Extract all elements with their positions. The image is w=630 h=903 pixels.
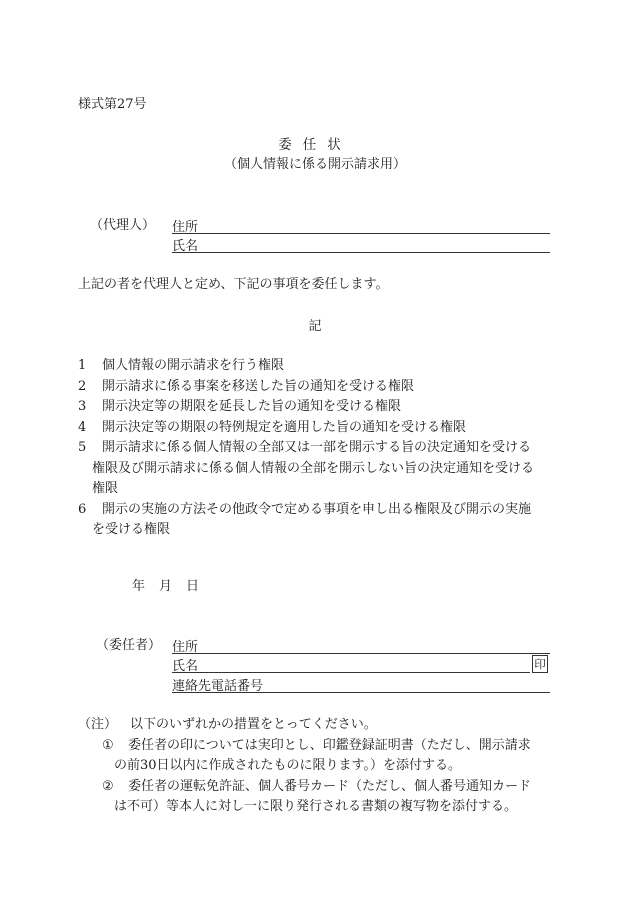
document-title: 委任状 [278, 137, 352, 153]
notes-header [78, 715, 558, 736]
note-item [78, 777, 558, 798]
list-item [78, 377, 558, 398]
date-month-label: 月 [159, 579, 173, 594]
list-item [78, 418, 558, 439]
agent-name-line [172, 235, 550, 253]
principal-phone-line [172, 675, 550, 693]
principal-phone-label: 連絡先電話番号 [172, 679, 264, 694]
note-text: は不可）等本人に対し一に限り発行される書類の複写物を添付する。 [114, 799, 518, 814]
notes-section [78, 715, 558, 818]
list-item [78, 397, 558, 418]
note-text: 委任者の印については実印とし、印鑑登録証明書（ただし、開示請求 [128, 737, 531, 753]
note-item [78, 736, 558, 757]
item-number: 1 [78, 358, 87, 373]
notes-lead: 以下のいずれかの措置をとってください。 [130, 717, 377, 732]
principal-label: （委任者） [96, 638, 162, 653]
notes-label: （注） [78, 717, 118, 732]
item-number: 2 [78, 378, 87, 394]
document-subtitle: （個人情報に係る開示請求用） [223, 157, 406, 172]
note-text: の前30日以内に作成されたものに限ります。）を添付する。 [114, 758, 462, 773]
principal-name-line [172, 655, 530, 673]
form-number: 様式第27号 [78, 97, 147, 112]
agent-name-label: 氏名 [172, 239, 199, 254]
principal-address-label: 住所 [172, 640, 199, 655]
agent-address-label: 住所 [172, 220, 199, 235]
item-number: 3 [78, 399, 87, 414]
list-item-continuation [78, 459, 558, 480]
item-number: 6 [78, 501, 87, 517]
item-number: 4 [78, 419, 87, 435]
seal-box: 印 [532, 655, 548, 673]
intro-text: 上記の者を代理人と定め、下記の事項を委任します。 [78, 277, 389, 292]
date-day-label: 日 [186, 579, 200, 594]
item-text: 開示決定等の期限を延長した旨の通知を受ける権限 [102, 399, 402, 414]
date-year-label: 年 [132, 579, 146, 594]
note-text: 委任者の運転免許証、個人番号カード（ただし、個人番号通知カード [128, 778, 532, 794]
authority-list [78, 356, 558, 541]
list-item [78, 438, 558, 459]
agent-address-line [172, 216, 550, 234]
note-item-continuation [78, 756, 558, 777]
note-mark: ② [102, 778, 114, 794]
item-text: 開示決定等の期限の特例規定を適用した旨の通知を受ける権限 [102, 419, 467, 435]
item-text: 個人情報の開示請求を行う権限 [102, 358, 285, 373]
list-item [78, 500, 558, 521]
item-text: を受ける権限 [92, 522, 171, 537]
item-text: 権限及び開示請求に係る個人情報の全部を開示しない旨の決定通知を受ける [92, 460, 535, 476]
agent-label: （代理人） [90, 218, 156, 233]
principal-address-line [172, 636, 550, 654]
item-text: 権限 [92, 481, 119, 496]
note-item-continuation [78, 797, 558, 818]
date-line [132, 578, 199, 595]
item-text: 開示の実施の方法その他政令で定める事項を申し出る権限及び開示の実施 [102, 501, 532, 517]
ki-heading: 記 [308, 319, 322, 334]
item-text: 開示請求に係る事案を移送した旨の通知を受ける権限 [102, 378, 415, 394]
item-text: 開示請求に係る個人情報の全部又は一部を開示する旨の決定通知を受ける [102, 440, 532, 455]
principal-name-label: 氏名 [172, 659, 199, 674]
note-mark: ① [102, 737, 114, 753]
list-item-continuation [78, 520, 558, 541]
item-number: 5 [78, 440, 87, 455]
list-item-continuation [78, 479, 558, 500]
list-item [78, 356, 558, 377]
